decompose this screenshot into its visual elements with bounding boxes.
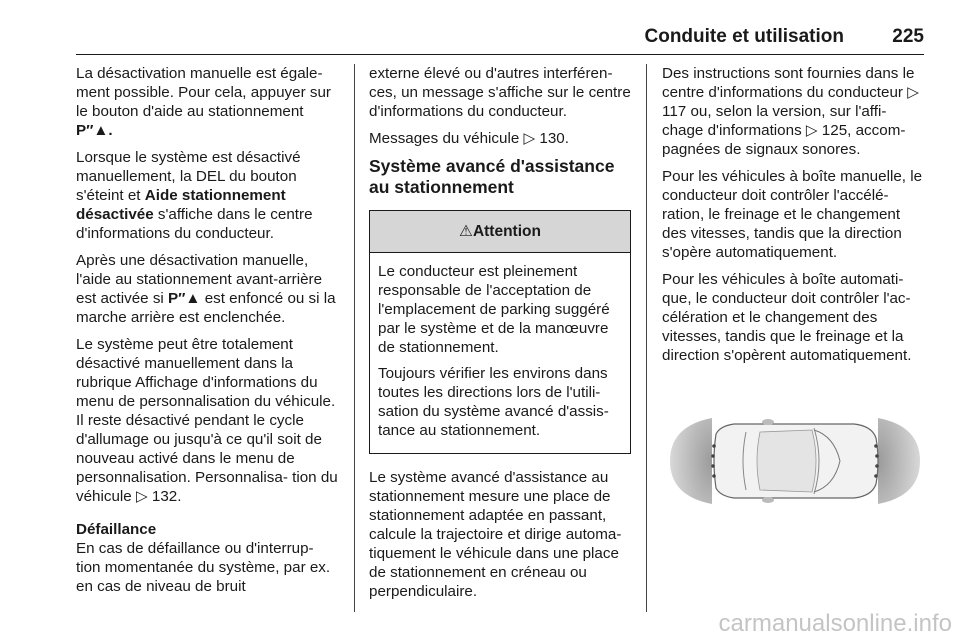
- paragraph: Pour les véhicules à boîte automati- que, le conducteur doit contrôler l'ac- célération et le changement des vitesses, tandis que le freinage et la direction s'opèrent automatiquement.: [662, 271, 912, 364]
- bold-message: Aide stationnement désactivée: [76, 187, 286, 223]
- paragraph-text: Des instructions sont fournies dans le centre d'informations du conducteur: [662, 65, 915, 101]
- car-top-view: [714, 419, 878, 503]
- front-sensor-zone: [878, 418, 920, 504]
- paragraph: Le conducteur est pleinement responsable de l'acceptation de l'emplacement de parking suggéré par le système et de la manœuvre de stationnement.: [378, 263, 610, 356]
- page-header: [76, 26, 924, 55]
- column-right: [662, 64, 928, 373]
- watermark: carmanualsonline.info: [718, 610, 952, 637]
- paragraph-text: Après une désactivation manuelle, l'aide au stationnement avant-arrière est activée si: [76, 252, 323, 307]
- paragraph-text: Lorsque le système est désactivé manuellement, la DEL du bouton s'éteint et: [76, 149, 301, 204]
- attention-title: ⚠Attention: [370, 211, 630, 253]
- page-reference: ▷ 117: [662, 84, 919, 120]
- paragraph: [76, 64, 342, 140]
- paragraph: externe élevé ou d'autres interféren- ces, un message s'affiche sur le centre d'informations du conducteur.: [369, 65, 631, 120]
- paragraph: [76, 251, 342, 327]
- page-number: 225: [892, 26, 924, 47]
- section-heading: Système avancé d'assistance au stationnement: [369, 156, 615, 197]
- parking-sensor-illustration: [664, 356, 926, 566]
- column-left: [76, 64, 342, 604]
- page-reference: ▷ 132.: [135, 488, 182, 505]
- attention-box: [369, 210, 631, 454]
- paragraph: Toujours vérifier les environs dans toutes les directions lors de l'utili- sation du système avancé d'assis- tance au stationnement.: [378, 365, 609, 439]
- paragraph-text: s'affiche dans le centre d'informations du conducteur.: [76, 206, 313, 242]
- paragraph-text: La désactivation manuelle est égale- ment possible. Pour cela, appuyer sur le bouton d'aide au stationnement: [76, 65, 331, 120]
- paragraph: En cas de défaillance ou d'interrup- tion momentanée du système, par ex. en cas de niveau de bruit: [76, 540, 331, 595]
- column-middle: [369, 64, 633, 609]
- paragraph: [76, 148, 342, 243]
- paragraph: [662, 64, 928, 159]
- paragraph: Le système avancé d'assistance au stationnement mesure une place de stationnement adaptée en passant, calcule la trajectoire et dirige automa- tiquement le véhicule dans une place de stationnement en créneau ou perpendiculaire.: [369, 469, 622, 600]
- column-divider: [646, 64, 647, 612]
- park-assist-symbol: P″▲: [168, 290, 201, 307]
- paragraph: [369, 129, 633, 148]
- paragraph-text: Le système peut être totalement désactivé manuellement dans la rubrique Affichage d'informations du menu de personnalisation du véhicule. Il reste désactivé pendant le cycle d'allumage ou jusqu'à ce qu'il soit de nouveau activé dans le menu de personnalisation. Personnalisa- tion du véhicule: [76, 336, 338, 505]
- column-divider: [354, 64, 355, 612]
- paragraph-text: est enfoncé ou si la marche arrière est enclenchée.: [76, 290, 336, 326]
- page-reference: ▷ 130.: [523, 130, 569, 147]
- paragraph-text: accom- pagnées de signaux sonores.: [662, 122, 906, 158]
- rear-sensor-zone: [670, 418, 712, 504]
- page-reference: ▷ 125,: [805, 122, 852, 139]
- paragraph: [76, 335, 342, 506]
- paragraph: Pour les véhicules à boîte manuelle, le conducteur doit contrôler l'accélé- ration, le freinage et le changement des vitesses, tandis que la direction s'opère automatiquement.: [662, 168, 923, 261]
- park-assist-symbol: P″▲.: [76, 122, 113, 139]
- attention-body: [370, 253, 630, 453]
- section-heading: Défaillance: [76, 521, 157, 538]
- paragraph-text: Messages du véhicule: [369, 130, 520, 147]
- section-title: Conduite et utilisation: [644, 26, 844, 47]
- paragraph-text: ou, selon la version, sur l'affi- chage d'informations: [662, 103, 887, 139]
